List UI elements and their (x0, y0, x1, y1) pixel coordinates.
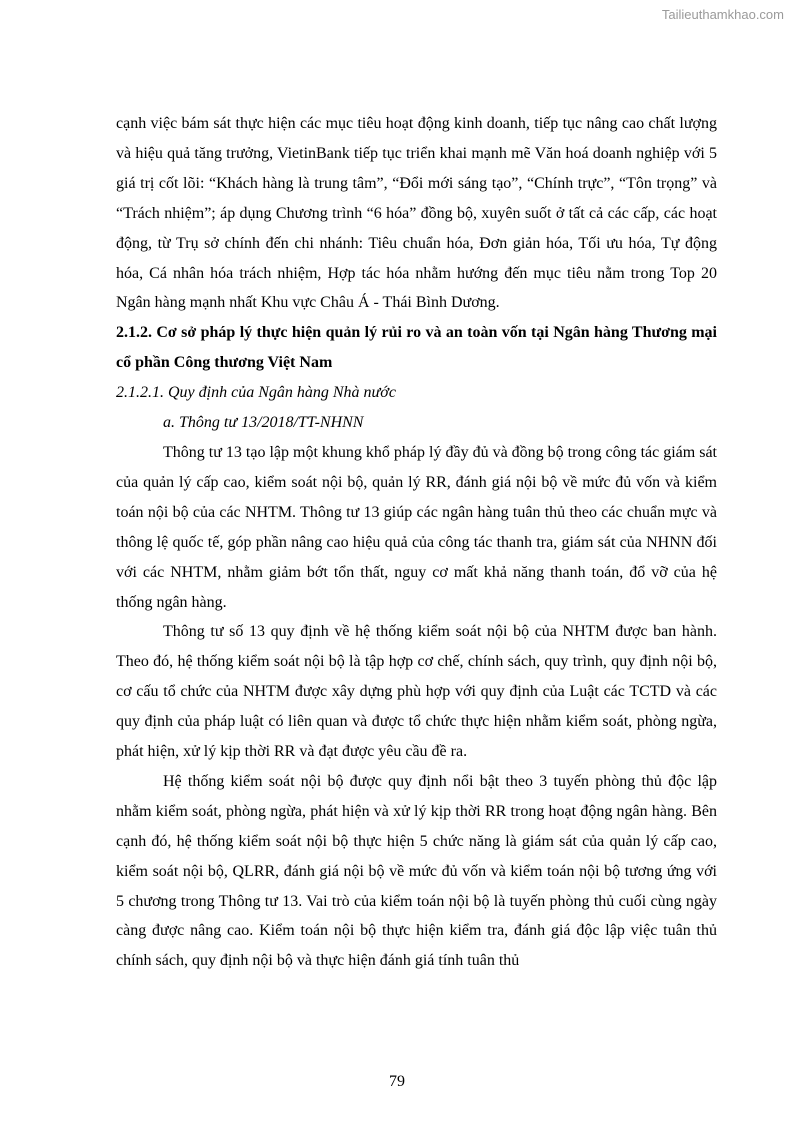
page-content (116, 109, 717, 976)
heading-2-1-2: 2.1.2. Cơ sở pháp lý thực hiện quản lý rủi ro và an toàn vốn tại Ngân hàng Thương mại cổ phần Công thương Việt Nam (116, 324, 717, 372)
paragraph-lines-of-defense: Hệ thống kiểm soát nội bộ được quy định nổi bật theo 3 tuyến phòng thủ độc lập nhằm kiểm soát, phòng ngừa, phát hiện và xử lý kịp thời RR trong hoạt động ngân hàng. Bên cạnh đó, hệ thống kiểm soát nội bộ thực hiện 5 chức năng là giám sát của quản lý cấp cao, kiểm soát nội bộ, QLRR, đánh giá nội bộ về mức đủ vốn và kiểm toán nội bộ tương ứng với 5 chương trong Thông tư 13. Vai trò của kiểm toán nội bộ là tuyến phòng thủ cuối cùng ngày càng được nâng cao. Kiểm toán nội bộ thực hiện kiểm tra, đánh giá độc lập việc tuân thủ chính sách, quy định nội bộ và thực hiện đánh giá tính tuân thủ (116, 772, 717, 970)
heading-2-1-2-1: 2.1.2.1. Quy định của Ngân hàng Nhà nước (116, 384, 396, 402)
heading-a: a. Thông tư 13/2018/TT-NHNN (163, 414, 364, 432)
paragraph-internal-control: Thông tư số 13 quy định về hệ thống kiểm soát nội bộ của NHTM được ban hành. Theo đó, hệ thống kiểm soát nội bộ là tập hợp cơ chế, chính sách, quy trình, quy định nội bộ, cơ cấu tổ chức của NHTM được xây dựng phù hợp với quy định của Luật các TCTD và các quy định của pháp luật có liên quan và được tổ chức thực hiện nhằm kiểm soát, phòng ngừa, phát hiện, xử lý kịp thời RR và đạt được yêu cầu đề ra. (116, 623, 717, 761)
watermark: Tailieuthamkhao.com (661, 7, 784, 22)
paragraph-circular-13-intro: Thông tư 13 tạo lập một khung khổ pháp lý đầy đủ và đồng bộ trong công tác giám sát của quản lý cấp cao, kiểm soát nội bộ, quản lý RR, đánh giá nội bộ về mức đủ vốn và kiểm toán nội bộ của các NHTM. Thông tư 13 giúp các ngân hàng tuân thủ theo các chuẩn mực và thông lệ quốc tế, góp phần nâng cao hiệu quả của công tác thanh tra, giám sát của NHNN đối với các NHTM, nhằm giảm bớt tổn thất, nguy cơ mất khả năng thanh toán, đổ vỡ của hệ thống ngân hàng. (116, 443, 717, 611)
page-number: 79 (389, 1073, 405, 1090)
paragraph-continuation: cạnh việc bám sát thực hiện các mục tiêu hoạt động kinh doanh, tiếp tục nâng cao chất lượng và hiệu quả tăng trưởng, VietinBank tiếp tục triển khai mạnh mẽ Văn hoá doanh nghiệp với 5 giá trị cốt lõi: “Khách hàng là trung tâm”, “Đổi mới sáng tạo”, “Chính trực”, “Tôn trọng” và “Trách nhiệm”; áp dụng Chương trình “6 hóa” đồng bộ, xuyên suốt ở tất cả các cấp, các hoạt động, từ Trụ sở chính đến chi nhánh: Tiêu chuẩn hóa, Đơn giản hóa, Tối ưu hóa, Tự động hóa, Cá nhân hóa trách nhiệm, Hợp tác hóa nhằm hướng đến mục tiêu nằm trong Top 20 Ngân hàng mạnh nhất Khu vực Châu Á - Thái Bình Dương. (116, 115, 717, 312)
